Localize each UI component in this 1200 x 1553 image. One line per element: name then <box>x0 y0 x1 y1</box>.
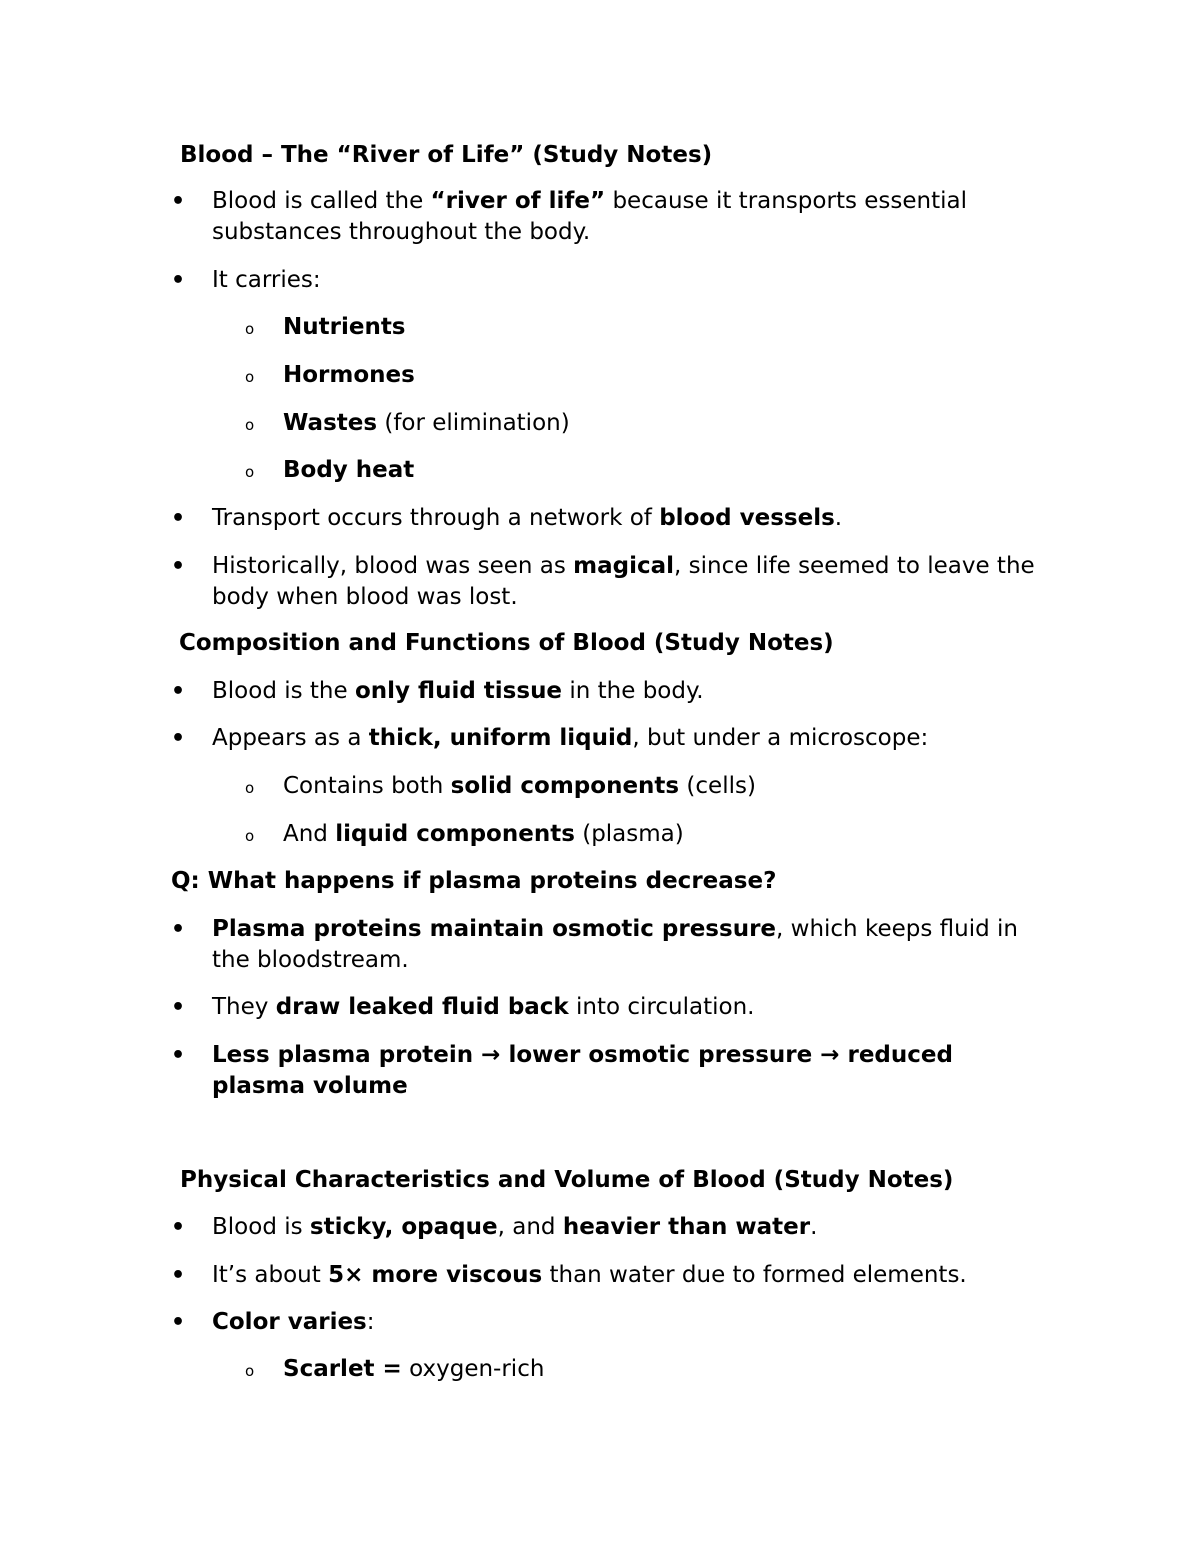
circle-bullet-icon: o <box>245 779 255 797</box>
bullet-icon: • <box>171 917 186 942</box>
list-item <box>171 265 1071 296</box>
list-item <box>171 1260 1071 1291</box>
bullet-icon: • <box>171 189 186 214</box>
question-heading: Q: What happens if plasma proteins decrease? <box>171 868 777 894</box>
bullet-icon: • <box>171 726 186 751</box>
list-item-text: Color varies: <box>212 1309 375 1335</box>
circle-bullet-icon: o <box>245 463 255 481</box>
sub-list-item-text: Body heat <box>283 457 415 483</box>
list-item <box>171 1307 1071 1338</box>
list-item <box>171 676 1071 707</box>
sub-list-item <box>245 819 1045 850</box>
list-item <box>171 914 1071 976</box>
sub-list-item <box>245 771 1045 802</box>
list-item-text: Appears as a thick, uniform liquid, but under a microscope: <box>212 725 929 751</box>
bullet-icon: • <box>171 554 186 579</box>
list-item-text: Plasma proteins maintain osmotic pressure, which keeps fluid in the bloodstream. <box>212 916 1018 973</box>
list-item-text: Blood is sticky, opaque, and heavier than water. <box>212 1214 818 1240</box>
list-item-text: Blood is called the “river of life” because it transports essential substances throughout the body. <box>212 188 967 245</box>
list-item <box>171 186 1071 248</box>
bullet-icon: • <box>171 679 186 704</box>
sub-list-item <box>245 408 1045 439</box>
bullet-icon: • <box>171 506 186 531</box>
sub-list-item-text: Wastes (for elimination) <box>283 410 570 436</box>
sub-list-item-text: Hormones <box>283 362 415 388</box>
list-item <box>171 551 1071 613</box>
sub-list-item-text: Scarlet = oxygen-rich <box>283 1356 545 1382</box>
list-item <box>171 1040 1071 1102</box>
list-item <box>171 1212 1071 1243</box>
sub-list-item <box>245 1354 1045 1385</box>
list-item-text: Less plasma protein → lower osmotic pressure → reduced plasma volume <box>212 1042 953 1099</box>
circle-bullet-icon: o <box>245 368 255 386</box>
bullet-icon: • <box>171 1215 186 1240</box>
section-heading: Physical Characteristics and Volume of Blood (Study Notes) <box>180 1167 954 1193</box>
sub-list-item <box>245 312 1045 343</box>
list-item-text: Historically, blood was seen as magical, since life seemed to leave the body when blood was lost. <box>212 553 1035 610</box>
bullet-icon: • <box>171 268 186 293</box>
circle-bullet-icon: o <box>245 416 255 434</box>
list-item <box>171 723 1071 754</box>
list-item-text: Transport occurs through a network of blood vessels. <box>212 505 843 531</box>
bullet-icon: • <box>171 1043 186 1068</box>
list-item-text: They draw leaked fluid back into circulation. <box>212 994 755 1020</box>
list-item <box>171 992 1071 1023</box>
list-item <box>171 503 1071 534</box>
sub-list-item <box>245 455 1045 486</box>
bullet-icon: • <box>171 995 186 1020</box>
circle-bullet-icon: o <box>245 1362 255 1380</box>
section-heading: Blood – The “River of Life” (Study Notes) <box>180 142 713 168</box>
sub-list-item-text: Nutrients <box>283 314 406 340</box>
sub-list-item-text: And liquid components (plasma) <box>283 821 684 847</box>
section-heading: Composition and Functions of Blood (Study Notes) <box>179 630 834 656</box>
bullet-icon: • <box>171 1263 186 1288</box>
list-item-text: It’s about 5× more viscous than water due to formed elements. <box>212 1262 967 1288</box>
list-item-text: Blood is the only fluid tissue in the body. <box>212 678 704 704</box>
list-item-text: It carries: <box>212 267 321 293</box>
sub-list-item-text: Contains both solid components (cells) <box>283 773 756 799</box>
sub-list-item <box>245 360 1045 391</box>
bullet-icon: • <box>171 1310 186 1335</box>
circle-bullet-icon: o <box>245 827 255 845</box>
circle-bullet-icon: o <box>245 320 255 338</box>
